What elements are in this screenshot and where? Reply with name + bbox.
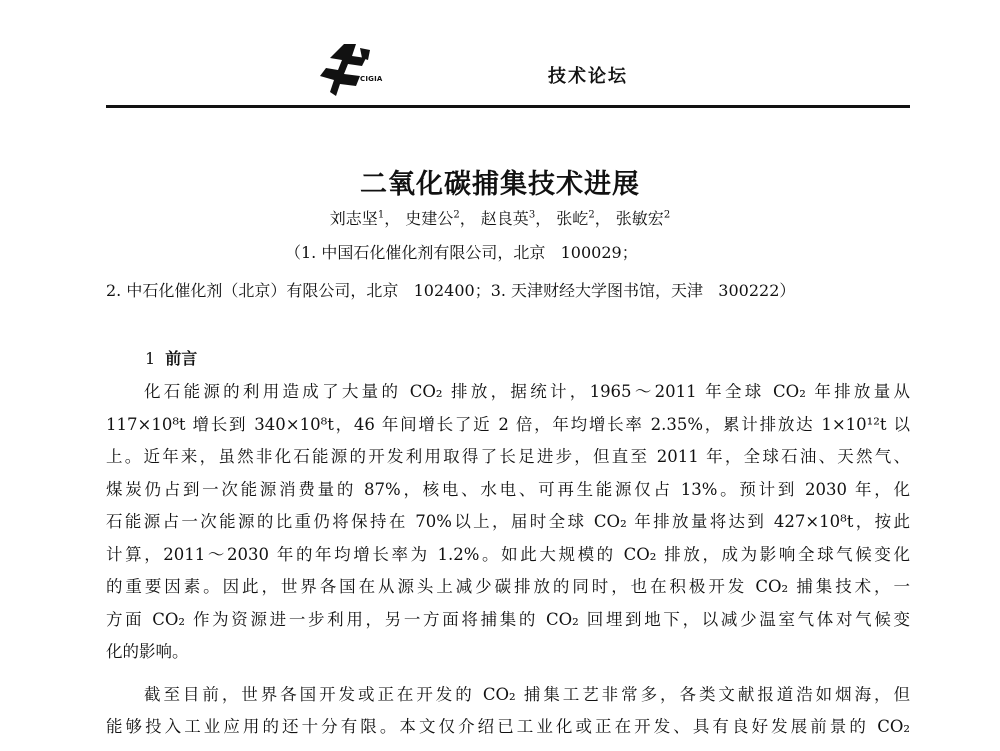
paragraph — [106, 679, 910, 744]
author-name: 刘志坚 — [329, 209, 378, 228]
section-number: 1 — [145, 349, 156, 368]
column-title: 技术论坛 — [548, 66, 628, 87]
text-line: 截至目前，世界各国开发或正在开发的 CO₂ 捕集工艺非常多，各类文献报道浩如烟海，但 — [144, 684, 910, 704]
affiliation-line-2: 2. 中石化催化剂（北京）有限公司，北京 102400；3. 天津财经大学图书馆，天津 300222） — [106, 281, 796, 300]
section-heading — [145, 346, 197, 369]
text-line: 化的影响。 — [106, 642, 189, 661]
logo-text: CIGIA — [360, 75, 383, 83]
author-affiliation-mark: 2 — [663, 209, 671, 221]
paragraph-gap — [106, 669, 910, 679]
logo-mark-icon — [316, 40, 388, 102]
author-affiliation-mark: 3 — [528, 209, 536, 221]
author-separator: ， — [535, 209, 552, 228]
body-text — [106, 376, 910, 744]
article-title: 二氧化碳捕集技术进展 — [360, 169, 640, 200]
section-title: 前言 — [165, 349, 198, 368]
paragraph — [106, 376, 910, 669]
author-separator: ， — [594, 209, 611, 228]
author-affiliation-mark: 2 — [453, 209, 460, 221]
author-name: 史建公 — [405, 209, 454, 228]
text-line: 石能源占一次能源的比重仍将保持在 70%以上，届时全球 CO₂ 年排放量将达到 427×10⁸t，按此 — [106, 512, 910, 531]
text-line: 的重要因素。因此，世界各国在从源头上减少碳排放的同时，也在积极开发 CO₂ 捕集技术，一 — [106, 577, 910, 596]
journal-logo — [316, 40, 388, 102]
author-name: 赵良英 — [480, 209, 529, 228]
author-name: 张敏宏 — [615, 209, 664, 228]
author-separator: ， — [384, 209, 401, 228]
text-line: 方面 CO₂ 作为资源进一步利用，另一方面将捕集的 CO₂ 回埋到地下，以减少温室气体对气候变 — [106, 609, 910, 629]
author-affiliation-mark: 2 — [588, 209, 595, 221]
text-line: 煤炭仍占到一次能源消费量的 87%，核电、水电、可再生能源仅占 13%。预计到 2030 年，化 — [106, 479, 910, 499]
text-line: 上。近年来，虽然非化石能源的开发利用取得了长足进步，但直至 2011 年，全球石油、天然气、 — [106, 447, 910, 466]
author-list — [0, 206, 1000, 229]
text-line: 化石能源的利用造成了大量的 CO₂ 排放，据统计，1965～2011 年全球 CO₂ 年排放量从 — [144, 382, 910, 401]
text-line: 计算，2011～2030 年的年均增长率为 1.2%。如此大规模的 CO₂ 排放，成为影响全球气候变化 — [106, 544, 910, 564]
text-line: 117×10⁸t 增长到 340×10⁸t，46 年间增长了近 2 倍，年均增长率 2.35%，累计排放达 1×10¹²t 以 — [106, 414, 910, 434]
affiliation-line-1: （1. 中国石化催化剂有限公司，北京 100029； — [285, 243, 638, 262]
author-affiliation-mark: 1 — [377, 209, 385, 221]
text-line: 能够投入工业应用的还十分有限。本文仅介绍已工业化或正在开发、具有良好发展前景的 CO₂ — [106, 717, 910, 736]
header-rule — [106, 105, 910, 108]
author-separator: ， — [459, 209, 476, 228]
author-name: 张屹 — [556, 209, 589, 228]
